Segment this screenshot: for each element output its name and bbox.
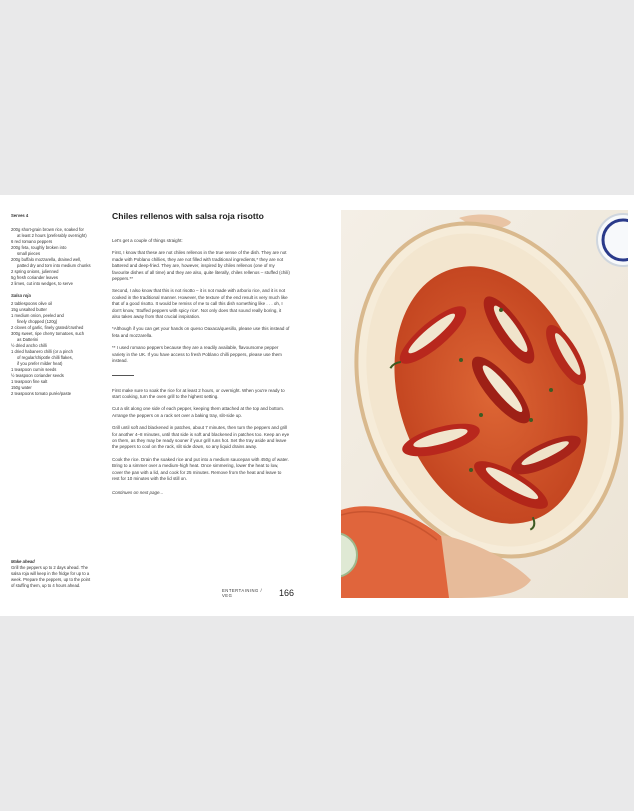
- salsa-ingredient-item: 1 dried habanero chilli (or a pinch: [11, 349, 73, 354]
- salsa-ingredient-item: finely chopped (120g): [17, 319, 58, 324]
- intro-text: Let's get a couple of things straight:: [112, 238, 183, 243]
- method-step: First make sure to soak the rice for at least 2 hours, or overnight. When you're ready to start cooking, turn the oven grill to the highest setting.: [112, 387, 285, 399]
- salsa-ingredient-item: 1 teaspoon fine salt: [11, 379, 48, 384]
- ingredient-item: at least 2 hours (preferably overnight): [17, 233, 87, 238]
- salsa-ingredient-item: 2 cloves of garlic, finely grated/crushed: [11, 325, 84, 330]
- make-ahead-text: [11, 565, 99, 589]
- ingredient-item: 200g buffalo mozzarella, drained well,: [11, 257, 82, 262]
- method-steps: [112, 388, 290, 483]
- salsa-ingredient-item: 300g sweet, ripe cherry tomatoes, such: [11, 331, 85, 336]
- recipe-body: [112, 211, 290, 503]
- make-ahead-note: [11, 559, 99, 589]
- ingredients-sidebar: [11, 213, 99, 397]
- recipe-title: Chiles rellenos with salsa roja risotto: [112, 211, 264, 221]
- salsa-ingredient-item: 15g unsalted butter: [11, 307, 47, 312]
- make-ahead-line: Grill the peppers up to 2 days ahead. The: [11, 565, 88, 570]
- section-divider: [112, 375, 134, 376]
- ingredient-item: 2 spring onions, julienned: [11, 269, 59, 274]
- ingredient-item: 2 limes, cut into wedges, to serve: [11, 281, 73, 286]
- body-paragraph: *Although if you can get your hands on queso Oaxaca/quesillo, please use this instead of feta and mozzarella.: [112, 326, 290, 338]
- serves-label: Serves 4: [11, 213, 29, 218]
- make-ahead-title: Make ahead: [11, 559, 35, 564]
- make-ahead-line: of stuffing them, up to 4 hours ahead.: [11, 583, 81, 588]
- salsa-ingredient-item: 2 teaspoons tomato purée/paste: [11, 391, 72, 396]
- intro-paragraphs: [112, 250, 290, 364]
- salsa-ingredient-item: ½ teaspoon coriander seeds: [11, 373, 64, 378]
- ingredient-item: 200g feta, roughly broken into: [11, 245, 67, 250]
- ingredient-list: [11, 227, 99, 287]
- method-step: Cook the rice. Drain the soaked rice and put into a medium saucepan with 450g of water. Bring to a simmer over a medium-high heat. Once simmering, lower the heat to low, cover the pan with a lid, and cook for 25 minutes. Remove from the heat and leave to rest for 10 minutes with the lid still on.: [112, 456, 289, 481]
- photo-illustration: [341, 210, 628, 598]
- salsa-ingredient-item: 2 tablespoons olive oil: [11, 301, 53, 306]
- section-label: ENTERTAINING / VEG: [222, 588, 263, 598]
- body-paragraph: Second, I also know that this is not risotto – it is not made with arborio rice, and it is not cooked in the traditional manner. However, the texture of the end result is very much like that of a good risotto. It would be remiss of me to call this dish something like . . . oh, I don't know, 'Stuffed peppers with spicy rice'. Not only does that sound really boring, it also takes away from that crucial inspiration.: [112, 288, 288, 320]
- continues-note: Continues on next page...: [112, 490, 164, 496]
- salsa-ingredient-item: as Datterini: [17, 337, 39, 342]
- ingredient-item: small pieces: [17, 251, 41, 256]
- recipe-photo: [341, 210, 628, 598]
- salsa-ingredient-item: 150g water: [11, 385, 32, 390]
- ingredient-item: 200g short-grain brown rice, soaked for: [11, 227, 84, 232]
- salsa-ingredient-item: of regular/chipotle chilli flakes,: [17, 355, 73, 360]
- make-ahead-line: week. Prepare the peppers, up to the point: [11, 577, 91, 582]
- make-ahead-line: salsa roja will keep in the fridge for up to a: [11, 571, 90, 576]
- salsa-roja-heading: Salsa roja: [11, 293, 31, 298]
- salsa-ingredient-list: [11, 301, 99, 397]
- body-paragraph: ** I used romano peppers because they are a readily available, flavoursome pepper variety in the UK. If you have access to fresh Poblano chilli peppers, please use them instead.: [112, 345, 282, 364]
- salsa-ingredient-item: ½ dried ancho chilli: [11, 343, 47, 348]
- method-step: Grill until soft and blackened in patches, about 7 minutes, then turn the peppers and grill for another 4–8 minutes, until that side is soft and blackened in patches too. Keep an eye on them, as they may be ready sooner if your grill runs hot. Set the tray aside and leave the peppers to cool on the rack, slit side down, so any liquid drains away.: [112, 425, 290, 450]
- book-spread: [0, 195, 634, 616]
- ingredient-item: patted dry and torn into medium chunks: [17, 263, 91, 268]
- salsa-ingredient-item: 1 medium onion, peeled and: [11, 313, 64, 318]
- body-paragraph: First, I know that these are not chiles rellenos in the true sense of the dish. They are not made with Poblano chillies, they are not filled with traditional ingredients,* they are not battered and deep-fried. They are, however, inspired by chiles rellenos (one of my favourite dishes of all time) and they are also, quite literally, chiles rellenos – stuffed (chili) peppers.**: [112, 250, 290, 282]
- page-footer: [222, 587, 294, 599]
- salsa-ingredient-item: 1 teaspoon cumin seeds: [11, 367, 57, 372]
- page-number: 166: [278, 588, 294, 598]
- method-step: Cut a slit along one side of each pepper, keeping them attached at the top and bottom. Arrange the peppers on a rack set over a baking tray, slit-side up.: [112, 406, 285, 418]
- salsa-ingredient-item: if you prefer milder heat): [17, 361, 63, 366]
- ingredient-item: 5g fresh coriander leaves: [11, 275, 59, 280]
- ingredient-item: 6 red romano peppers: [11, 239, 53, 244]
